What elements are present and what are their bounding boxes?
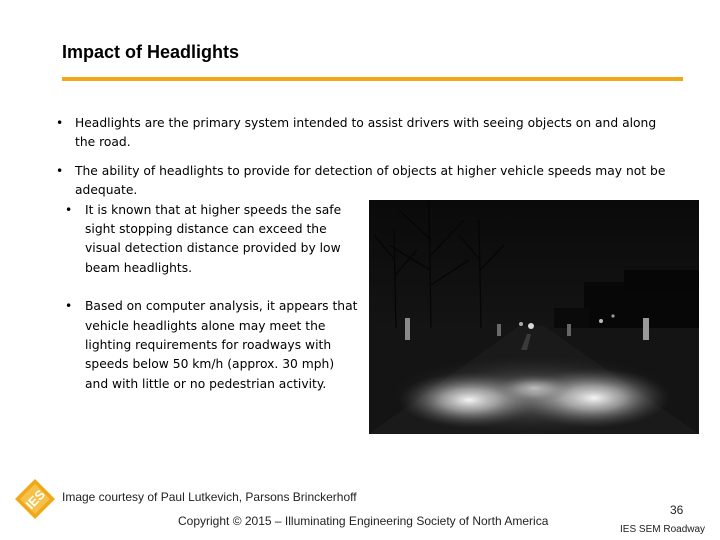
image-credit: Image courtesy of Paul Lutkevich, Parsons Brinckerhoff (62, 490, 357, 504)
bullet-text: Headlights are the primary system intended to assist drivers with seeing objects on and along the road. (75, 116, 657, 150)
night-road-illustration (369, 200, 699, 434)
footer-tag: IES SEM Roadway (620, 524, 706, 535)
sub-bullet-marker: • (65, 202, 73, 217)
sub-bullet-text: Based on computer analysis, it appears that vehicle headlights alone may meet the lighting requirements for roadways with speeds below 50 km/h (approx. 30 mph) and with little or no pedestrian activity. (85, 299, 358, 391)
sub-bullet-item (65, 297, 360, 394)
bullet-marker: • (56, 163, 64, 178)
copyright-notice: Copyright © 2015 – Illuminating Engineering Society of North America (178, 514, 549, 528)
slide-title: Impact of Headlights (62, 42, 240, 62)
bullet-item (56, 114, 676, 153)
ies-logo-text: IES (22, 486, 49, 513)
sub-bullet-text: It is known that at higher speeds the safe sight stopping distance can exceed the visual detection distance provided by low beam headlights. (85, 202, 342, 275)
bullet-marker: • (56, 116, 64, 130)
ies-logo (14, 478, 56, 520)
page-number: 36 (670, 503, 684, 517)
title-divider (62, 77, 683, 81)
sub-bullet-marker: • (65, 299, 73, 314)
headlights-photo (369, 200, 699, 434)
sub-bullet-item (65, 201, 360, 279)
bullet-text: The ability of headlights to provide for detection of objects at higher vehicle speeds may not be adequate. (75, 163, 666, 198)
bullet-item (56, 162, 676, 201)
